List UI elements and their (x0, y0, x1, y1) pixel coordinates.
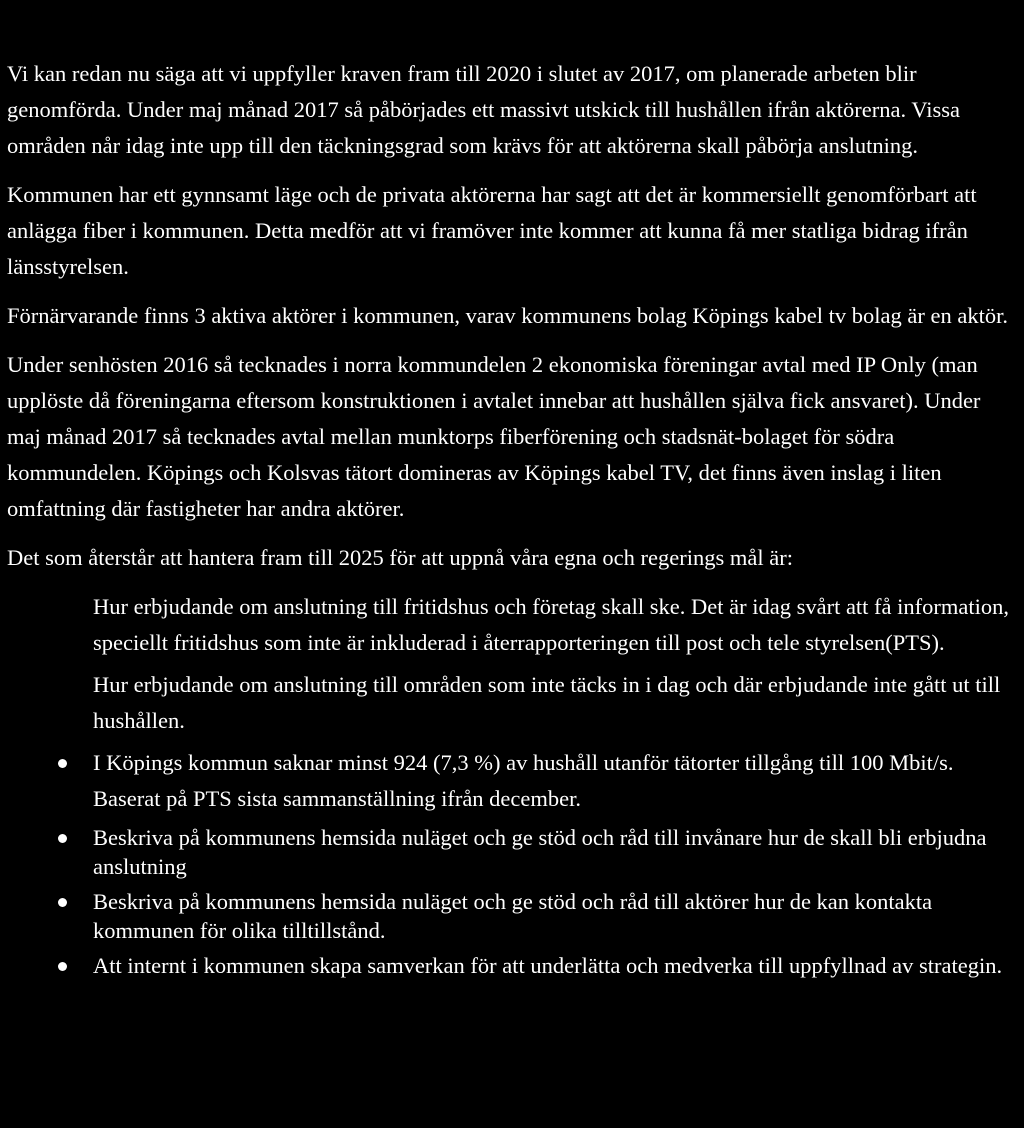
paragraph: Under senhösten 2016 så tecknades i norra kommundelen 2 ekonomiska föreningar avtal med IP Only (man upplöste då föreningarna eftersom konstruktionen i avtalet innebar att hushållen själva fick ansvaret). Under maj månad 2017 så tecknades avtal mellan munktorps fiberförening och stadsnät-bolaget för södra kommundelen. Köpings och Kolsvas tätort domineras av Köpings kabel TV, det finns även inslag i liten omfattning där fastigheter har andra aktörer. (7, 352, 981, 521)
list-item (7, 887, 1019, 945)
document-page (7, 56, 1019, 986)
bullet-icon (55, 823, 69, 852)
list-item (7, 745, 1019, 817)
paragraph: Det som återstår att hantera fram till 2025 för att uppnå våra egna och regerings mål är: (7, 545, 793, 570)
list-item-text: Att internt i kommunen skapa samverkan för att underlätta och medverka till uppfyllnad av strategin. (93, 953, 1003, 978)
list-item-text: Hur erbjudande om anslutning till fritidshus och företag skall ske. Det är idag svårt att få information, speciellt fritidshus som inte är inkluderad i återrapporteringen till post och tele styrelsen(PTS). (93, 594, 1010, 655)
list-item (7, 589, 1019, 661)
list-item-text: I Köpings kommun saknar minst 924 (7,3 %) av hushåll utanför tätorter tillgång till 100 Mbit/s. Baserat på PTS sista sammanställning ifrån december. (93, 750, 954, 811)
list-item (7, 667, 1019, 739)
paragraph: Vi kan redan nu säga att vi uppfyller kraven fram till 2020 i slutet av 2017, om planerade arbeten blir genomförda. Under maj månad 2017 så påbörjades ett massivt utskick till hushållen ifrån aktörerna. Vissa områden når idag inte upp till den täckningsgrad som krävs för att aktörerna skall påbörja anslutning. (7, 61, 960, 158)
list-item (7, 951, 1019, 980)
list-item (7, 823, 1019, 881)
list-item-text: Beskriva på kommunens hemsida nuläget och ge stöd och råd till invånare hur de skall bli erbjudna anslutning (93, 825, 987, 879)
list-item-text: Beskriva på kommunens hemsida nuläget och ge stöd och råd till aktörer hur de kan kontakta kommunen för olika tilltillstånd. (93, 889, 933, 943)
paragraph: Förnärvarande finns 3 aktiva aktörer i kommunen, varav kommunens bolag Köpings kabel tv bolag är en aktör. (7, 303, 1008, 328)
bullet-icon (55, 887, 69, 916)
bullet-icon (55, 745, 69, 781)
bullet-icon (55, 951, 69, 980)
bullet-list (7, 589, 1019, 980)
list-item-text: Hur erbjudande om anslutning till områden som inte täcks in i dag och där erbjudande inte gått ut till hushållen. (93, 672, 1001, 733)
paragraph: Kommunen har ett gynnsamt läge och de privata aktörerna har sagt att det är kommersiellt genomförbart att anlägga fiber i kommunen. Detta medför att vi framöver inte kommer att kunna få mer statliga bidrag ifrån länsstyrelsen. (7, 182, 977, 279)
